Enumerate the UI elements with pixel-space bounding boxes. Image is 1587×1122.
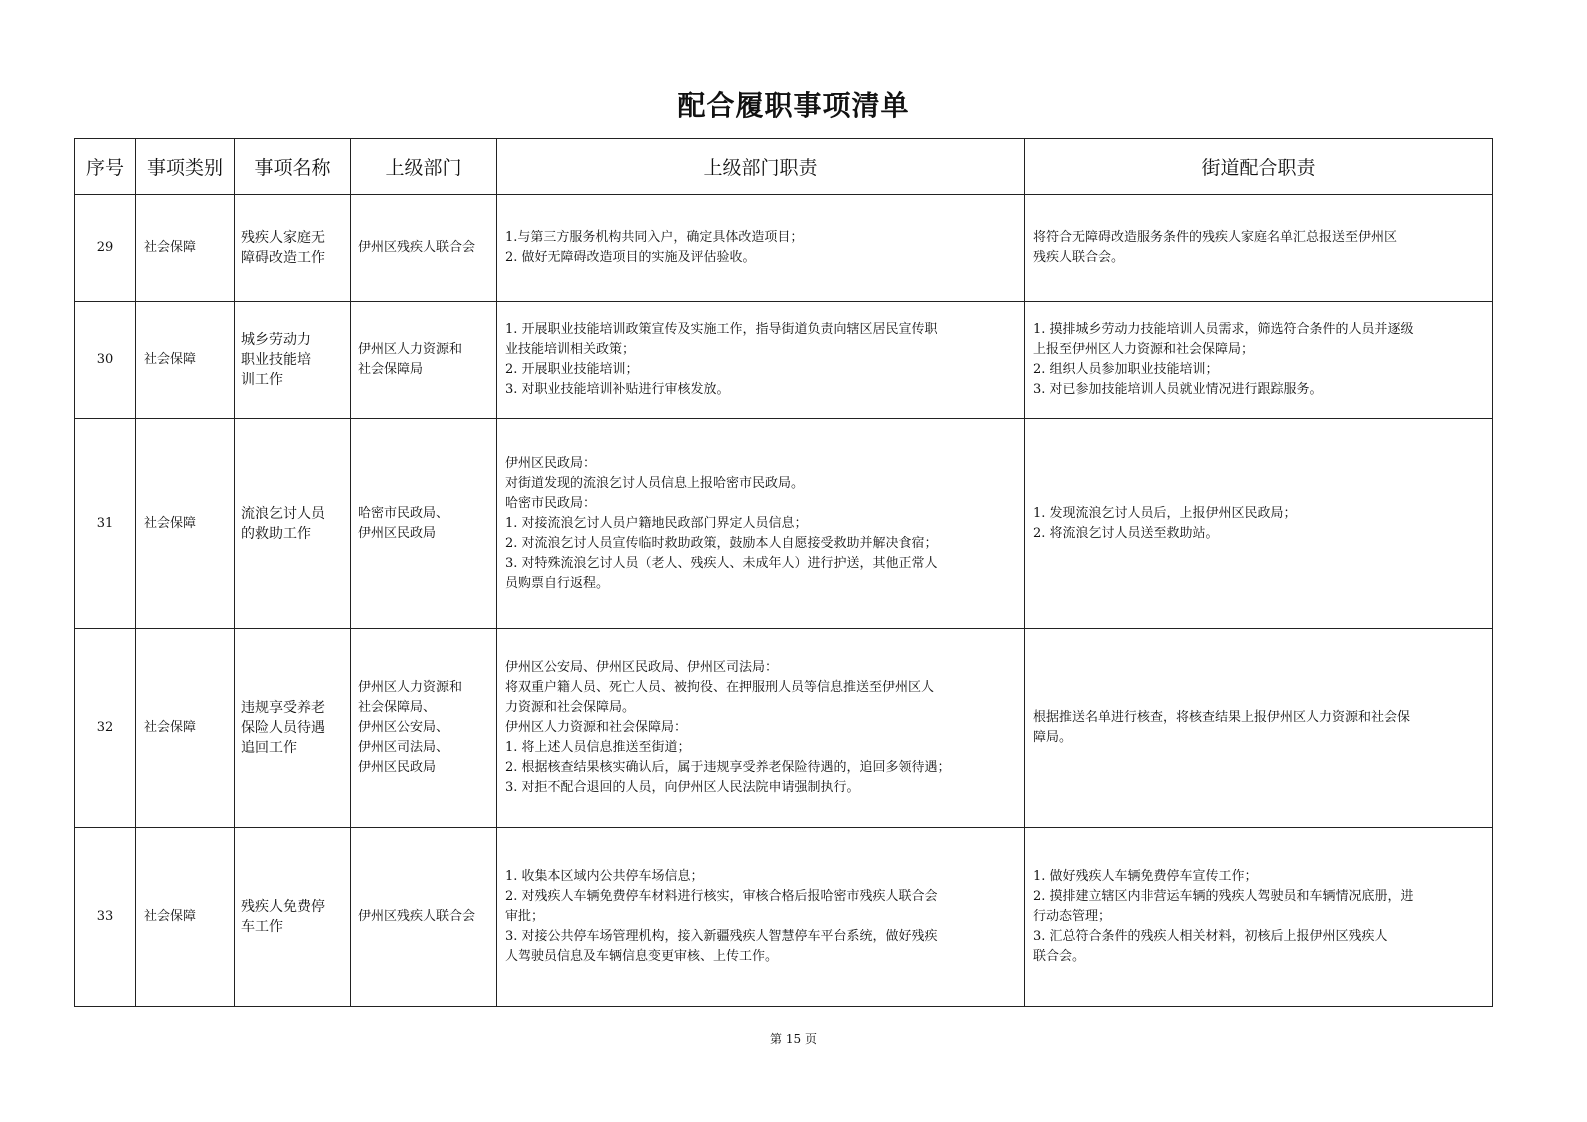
- row-superior-duty: [497, 828, 1025, 1007]
- row-superior-duty-line: 1. 开展职业技能培训政策宣传及实施工作，指导街道负责向辖区居民宣传职: [505, 322, 938, 337]
- row-item-name-line: 残疾人免费停: [241, 899, 325, 915]
- row-number: 32: [75, 629, 136, 828]
- row-street-duty-line: 根据推送名单进行核查，将核查结果上报伊州区人力资源和社会保: [1033, 710, 1411, 725]
- row-item-name-line: 车工作: [241, 919, 283, 935]
- row-number: 30: [75, 302, 136, 419]
- row-street-duty-line: 障局。: [1033, 730, 1073, 745]
- row-superior-dept: [351, 419, 497, 629]
- table-header: [75, 139, 1493, 195]
- row-number: 33: [75, 828, 136, 1007]
- row-superior-duty-line: 3. 对拒不配合退回的人员，向伊州区人民法院申请强制执行。: [505, 780, 860, 795]
- row-street-duty-line: 2. 摸排建立辖区内非营运车辆的残疾人驾驶员和车辆情况底册，进: [1033, 889, 1414, 904]
- row-superior-duty-line: 1. 将上述人员信息推送至街道；: [505, 740, 691, 755]
- row-item-name-line: 训工作: [241, 372, 283, 388]
- row-superior-dept-line: 伊州区残疾人联合会: [358, 909, 476, 924]
- table-row: [75, 302, 1493, 419]
- header-category: 事项类别: [136, 139, 235, 195]
- header-duty: 上级部门职责: [497, 139, 1025, 195]
- row-superior-duty-line: 2. 对流浪乞讨人员宣传临时救助政策，鼓励本人自愿接受救助并解决食宿；: [505, 535, 938, 551]
- table-row: [75, 629, 1493, 828]
- row-superior-duty-line: 2. 做好无障碍改造项目的实施及评估验收。: [505, 250, 756, 265]
- row-item-name-line: 保险人员待遇: [241, 720, 325, 736]
- table-row: [75, 828, 1493, 1007]
- row-street-duty-line: 1. 摸排城乡劳动力技能培训人员需求，筛选符合条件的人员并逐级: [1033, 322, 1414, 337]
- row-superior-dept-line: 伊州区民政局: [358, 760, 437, 775]
- row-street-duty-line: 联合会。: [1033, 949, 1086, 964]
- row-superior-dept-line: 伊州区司法局、: [358, 740, 450, 755]
- page-title: 配合履职事项清单: [677, 89, 910, 122]
- row-number: 29: [75, 195, 136, 302]
- row-superior-duty: [497, 419, 1025, 629]
- row-superior-dept: [351, 828, 497, 1007]
- row-street-duty-line: 3. 汇总符合条件的残疾人相关材料，初核后上报伊州区残疾人: [1033, 929, 1388, 944]
- row-category: 社会保障: [136, 302, 235, 419]
- row-street-duty-line: 1. 做好残疾人车辆免费停车宣传工作；: [1033, 869, 1258, 884]
- row-item-name: [235, 195, 351, 302]
- row-superior-dept: [351, 302, 497, 419]
- table-body: [75, 195, 1493, 1007]
- row-superior-duty-line: 1. 对接流浪乞讨人员户籍地民政部门界定人员信息；: [505, 515, 808, 531]
- row-superior-duty-line: 员购票自行返程。: [505, 575, 610, 591]
- header-no: 序号: [75, 139, 136, 195]
- row-superior-duty-line: 哈密市民政局：: [505, 495, 597, 511]
- row-superior-dept-line: 伊州区残疾人联合会: [358, 240, 476, 255]
- row-superior-duty-line: 伊州区公安局、伊州区民政局、伊州区司法局：: [505, 660, 779, 675]
- row-item-name-line: 流浪乞讨人员: [241, 505, 325, 522]
- row-superior-duty-line: 力资源和社会保障局。: [505, 700, 636, 715]
- row-item-name-line: 的救助工作: [241, 525, 311, 542]
- row-item-name-line: 城乡劳动力: [241, 332, 311, 348]
- row-street-duty: [1025, 195, 1493, 302]
- row-superior-duty-line: 3. 对特殊流浪乞讨人员（老人、残疾人、未成年人）进行护送，其他正常人: [505, 555, 938, 571]
- row-item-name-line: 残疾人家庭无: [241, 230, 325, 246]
- row-street-duty: [1025, 629, 1493, 828]
- row-street-duty-line: 上报至伊州区人力资源和社会保障局；: [1033, 342, 1255, 357]
- row-street-duty-line: 2. 将流浪乞讨人员送至救助站。: [1033, 525, 1219, 541]
- table-row: [75, 195, 1493, 302]
- row-superior-duty-line: 业技能培训相关政策；: [505, 342, 636, 357]
- table-row: [75, 419, 1493, 629]
- row-street-duty-line: 2. 组织人员参加职业技能培训；: [1033, 362, 1219, 377]
- row-street-duty-line: 3. 对已参加技能培训人员就业情况进行跟踪服务。: [1033, 382, 1323, 397]
- row-street-duty-line: 行动态管理；: [1033, 909, 1112, 924]
- row-superior-duty: [497, 302, 1025, 419]
- row-street-duty-line: 将符合无障碍改造服务条件的残疾人家庭名单汇总报送至伊州区: [1033, 230, 1398, 245]
- row-superior-dept-line: 伊州区人力资源和: [358, 680, 463, 695]
- row-superior-duty-line: 1. 收集本区域内公共停车场信息；: [505, 869, 704, 884]
- row-superior-dept-line: 伊州区民政局: [358, 525, 437, 541]
- header-dept: 上级部门: [351, 139, 497, 195]
- row-superior-dept-line: 伊州区人力资源和: [358, 342, 463, 357]
- row-item-name-line: 违规享受养老: [241, 700, 325, 716]
- row-category: 社会保障: [136, 195, 235, 302]
- row-superior-dept-line: 伊州区公安局、: [358, 720, 450, 735]
- row-item-name-line: 职业技能培: [241, 352, 311, 368]
- row-street-duty: [1025, 419, 1493, 629]
- header-name: 事项名称: [235, 139, 351, 195]
- row-superior-duty-line: 人驾驶员信息及车辆信息变更审核、上传工作。: [505, 949, 779, 964]
- row-street-duty-line: 残疾人联合会。: [1033, 250, 1125, 265]
- row-superior-duty-line: 2. 对残疾人车辆免费停车材料进行核实，审核合格后报哈密市残疾人联合会: [505, 889, 938, 904]
- row-item-name: [235, 302, 351, 419]
- row-superior-duty: [497, 629, 1025, 828]
- row-superior-dept-line: 社会保障局: [358, 362, 424, 377]
- row-superior-dept: [351, 195, 497, 302]
- row-item-name: [235, 629, 351, 828]
- row-superior-duty-line: 审批；: [505, 909, 545, 924]
- row-category: 社会保障: [136, 629, 235, 828]
- row-item-name: [235, 828, 351, 1007]
- row-superior-duty-line: 3. 对职业技能培训补贴进行审核发放。: [505, 382, 730, 397]
- row-number: 31: [75, 419, 136, 629]
- duty-table: [74, 138, 1493, 1007]
- row-category: 社会保障: [136, 419, 235, 629]
- row-superior-dept-line: 社会保障局、: [358, 700, 437, 715]
- row-street-duty-line: 1. 发现流浪乞讨人员后，上报伊州区民政局；: [1033, 505, 1297, 521]
- row-superior-duty-line: 伊州区民政局：: [505, 455, 597, 471]
- row-street-duty: [1025, 828, 1493, 1007]
- row-superior-duty-line: 对街道发现的流浪乞讨人员信息上报哈密市民政局。: [505, 475, 805, 491]
- page-number: 第 15 页: [770, 1032, 817, 1046]
- row-superior-duty: [497, 195, 1025, 302]
- row-item-name: [235, 419, 351, 629]
- row-item-name-line: 追回工作: [241, 740, 297, 756]
- row-superior-duty-line: 将双重户籍人员、死亡人员、被拘役、在押服刑人员等信息推送至伊州区人: [505, 680, 935, 695]
- row-item-name-line: 障碍改造工作: [241, 250, 325, 266]
- row-superior-duty-line: 1.与第三方服务机构共同入户，确定具体改造项目；: [505, 230, 804, 245]
- row-superior-dept-line: 哈密市民政局、: [358, 505, 450, 521]
- row-category: 社会保障: [136, 828, 235, 1007]
- row-street-duty: [1025, 302, 1493, 419]
- row-superior-duty-line: 2. 根据核查结果核实确认后，属于违规享受养老保险待遇的，追回多领待遇；: [505, 760, 951, 775]
- header-street: 街道配合职责: [1025, 139, 1493, 195]
- row-superior-duty-line: 2. 开展职业技能培训；: [505, 362, 639, 377]
- row-superior-duty-line: 伊州区人力资源和社会保障局：: [505, 720, 688, 735]
- row-superior-duty-line: 3. 对接公共停车场管理机构，接入新疆残疾人智慧停车平台系统，做好残疾: [505, 929, 938, 944]
- row-superior-dept: [351, 629, 497, 828]
